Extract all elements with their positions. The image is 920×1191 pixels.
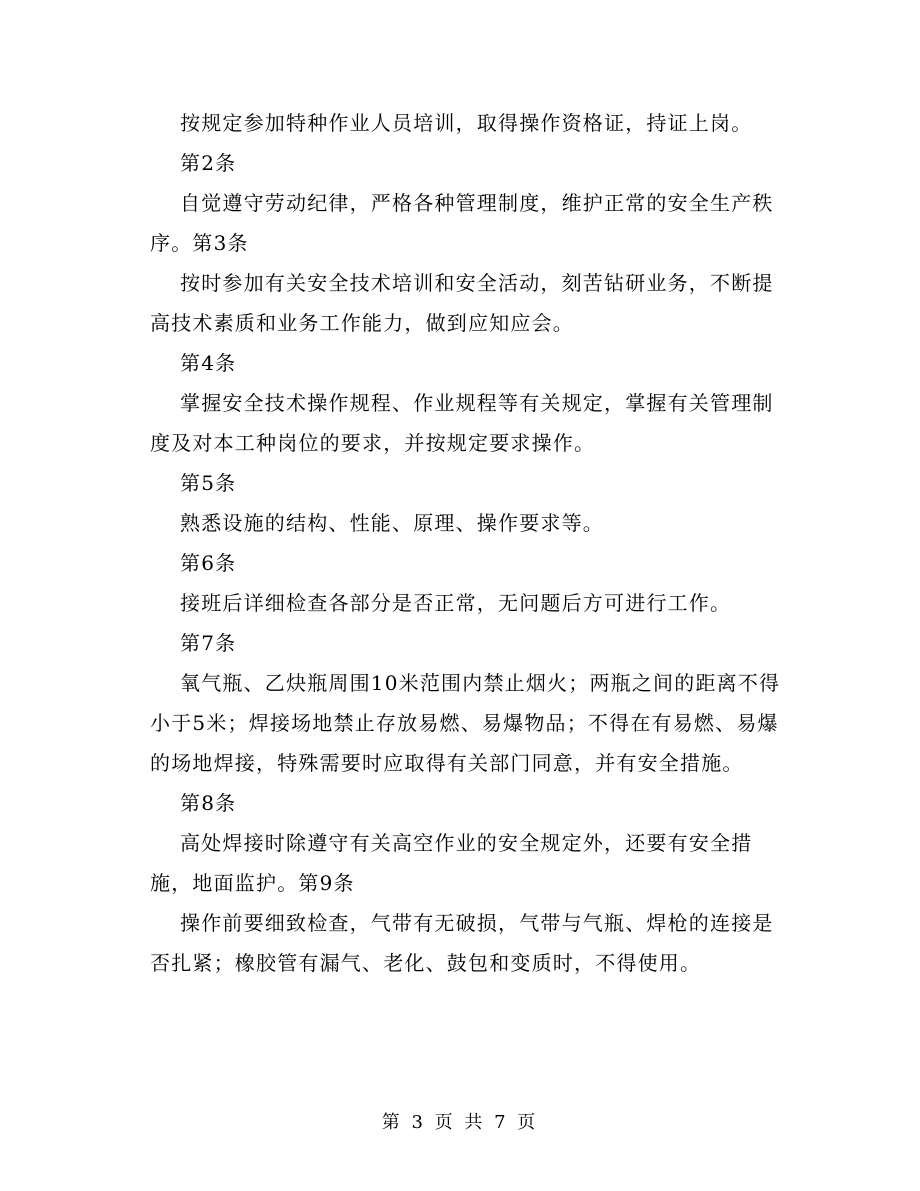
page-footer — [0, 1108, 920, 1138]
document-body — [150, 103, 790, 983]
paragraph: 按时参加有关安全技术培训和安全活动，刻苦钻研业务，不断提高技术素质和业务工作能力，做到应知应会。 — [150, 271, 774, 335]
article-heading: 第8条 — [180, 791, 237, 815]
paragraph: 熟悉设施的结构、性能、原理、操作要求等。 — [180, 511, 604, 535]
paragraph: 掌握安全技术操作规程、作业规程等有关规定，掌握有关管理制度及对本工种岗位的要求，并按规定要求操作。 — [150, 391, 774, 455]
article-heading: 第7条 — [180, 631, 237, 655]
page-number-label: 第 3 页 共 7 页 — [381, 1112, 539, 1133]
article-heading: 第5条 — [180, 471, 237, 495]
paragraph: 接班后详细检查各部分是否正常，无问题后方可进行工作。 — [180, 591, 732, 615]
paragraph: 自觉遵守劳动纪律，严格各种管理制度，维护正常的安全生产秩序。第3条 — [150, 191, 774, 255]
paragraph: 按规定参加特种作业人员培训，取得操作资格证，持证上岗。 — [180, 111, 753, 135]
paragraph: 氧气瓶、乙炔瓶周围10米范围内禁止烟火；两瓶之间的距离不得小于5米；焊接场地禁止存放易燃、易爆物品；不得在有易燃、易爆的场地焊接，特殊需要时应取得有关部门同意，并有安全措施。 — [150, 671, 781, 775]
paragraph: 高处焊接时除遵守有关高空作业的安全规定外，还要有安全措施，地面监护。第9条 — [150, 831, 753, 895]
paragraph: 操作前要细致检查，气带有无破损，气带与气瓶、焊枪的连接是否扎紧；橡胶管有漏气、老化、鼓包和变质时，不得使用。 — [150, 911, 774, 975]
article-heading: 第4条 — [180, 351, 237, 375]
article-heading: 第2条 — [180, 151, 237, 175]
article-heading: 第6条 — [180, 551, 237, 575]
